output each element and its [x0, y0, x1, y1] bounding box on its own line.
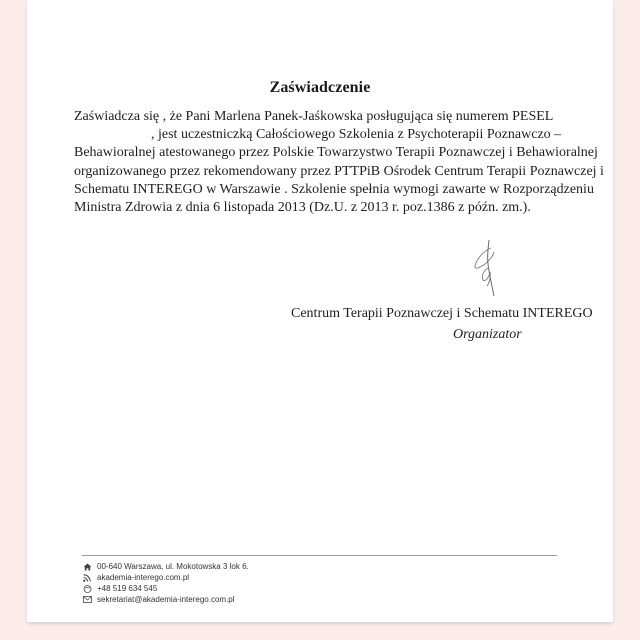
footer-website	[82, 572, 249, 583]
certificate-page	[27, 0, 613, 622]
footer-contact	[82, 561, 249, 605]
website-link[interactable]: akademia-interego.com.pl	[97, 573, 190, 582]
organizer-role: Organizator	[453, 327, 522, 342]
document-title: Zaświadczenie	[269, 79, 371, 96]
body-line: Ministra Zdrowia z dnia 6 listopada 2013 (Dz.U. z 2013 r. poz.1386 z późn. zm.).	[74, 200, 531, 216]
footer-address	[82, 561, 249, 572]
body-line: organizowanego przez rekomendowany przez PTTPiB Ośrodek Centrum Terapii Poznawczej i	[74, 163, 604, 179]
footer-divider	[82, 555, 557, 556]
envelope-icon	[82, 595, 92, 604]
body-line: , jest uczestniczką Całościowego Szkolenia z Psychoterapii Poznawczo –	[151, 127, 562, 143]
footer-email	[82, 594, 249, 605]
body-line: Zaświadcza się , że Pani Marlena Panek-Jaśkowska posługująca się numerem PESEL	[74, 109, 554, 124]
address-text: 00-640 Warszawa, ul. Mokotowska 3 lok 6.	[97, 562, 249, 571]
body-line: Behawioralnej atestowanego przez Polskie Towarzystwo Terapii Poznawczej i Behawioralnej	[74, 145, 598, 161]
footer-phone	[82, 583, 249, 594]
email-link[interactable]: sekretariat@akademia-interego.com.pl	[97, 595, 235, 604]
certificate-body	[74, 108, 604, 217]
body-line: Schematu INTEREGO w Warszawie . Szkolenie spełnia wymogi zawarte w Rozporządzeniu	[74, 181, 594, 197]
phone-icon	[82, 584, 92, 593]
signature-icon	[467, 238, 507, 300]
rss-icon	[82, 573, 92, 582]
organizer-name: Centrum Terapii Poznawczej i Schematu INTEREGO	[291, 306, 593, 321]
home-icon	[82, 562, 92, 571]
phone-text[interactable]: +48 519 634 545	[97, 584, 158, 593]
